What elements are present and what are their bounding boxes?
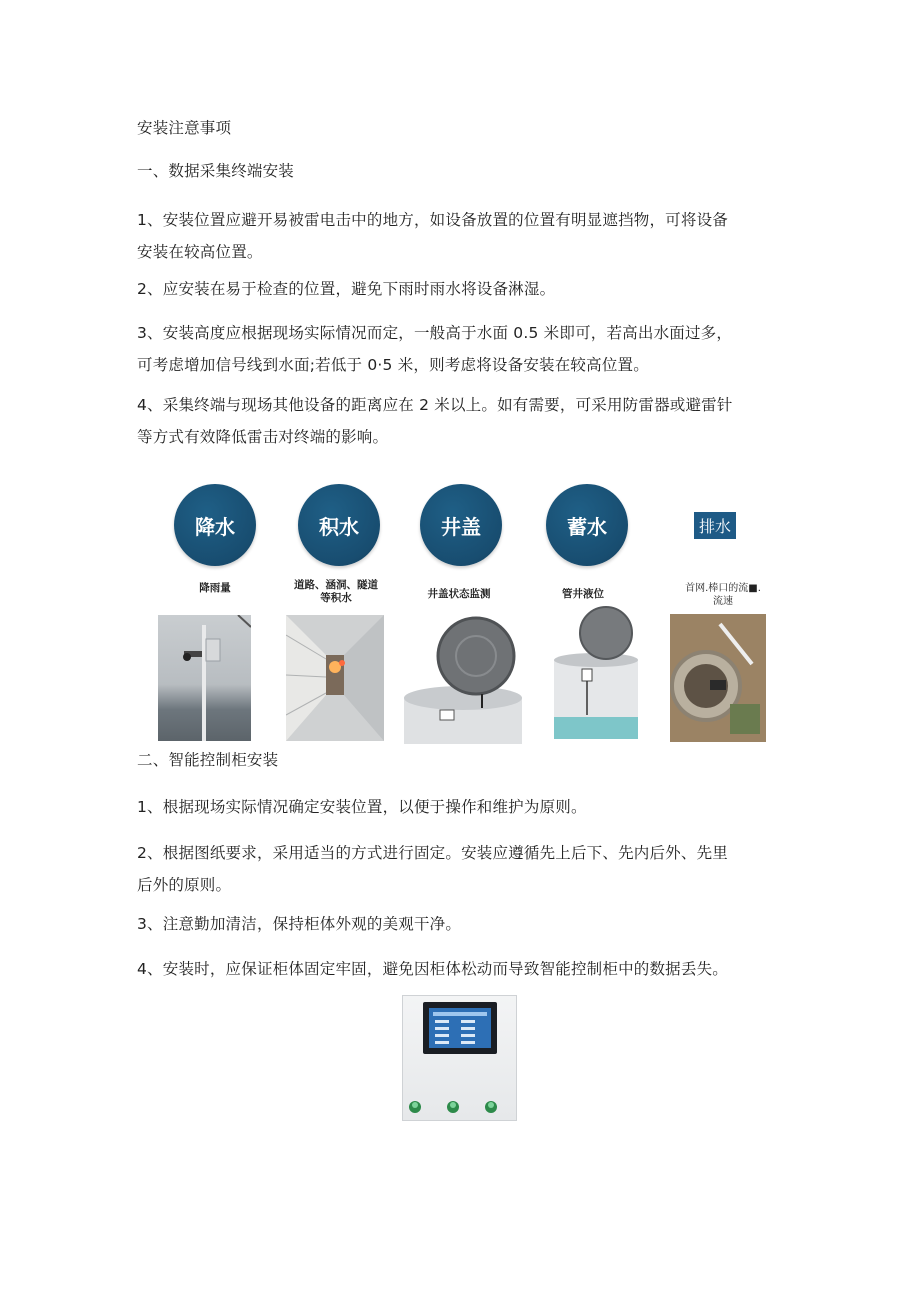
panel-caption: 井盖状态监测 <box>427 588 491 600</box>
control-cabinet-photo <box>402 995 517 1121</box>
pipe-outlet-photo <box>670 614 766 742</box>
panel-caption: 道路、涵洞、隧道 等积水 <box>294 579 378 604</box>
panel-caption: 降雨量 <box>199 582 231 594</box>
item-line: 1、安装位置应避开易被雷电击中的地方，如设备放置的位置有明显遮挡物，可将设备 <box>137 211 728 229</box>
item-line: 安装在较高位置。 <box>137 243 263 261</box>
panel-caption: 管井液位 <box>562 588 604 600</box>
well-level-photo <box>550 605 642 739</box>
section2-heading: 二、智能控制柜安装 <box>137 751 279 769</box>
drainage-label: 排水 <box>694 512 736 539</box>
section1-item-1 <box>137 204 787 268</box>
item-line: 2、根据图纸要求，采用适当的方式进行固定。安装应遵循先上后下、先内后外、先里 <box>137 844 728 862</box>
manhole-illustration <box>404 608 522 744</box>
item-line: 3、安装高度应根据现场实际情况而定，一般高于水面 0.5 米即可，若高出水面过多， <box>137 324 733 342</box>
waterlogging-circle-icon: 积水 <box>298 484 380 566</box>
section2-item-4 <box>137 953 787 985</box>
pipe-illustration <box>670 614 766 742</box>
item-line: 4、采集终端与现场其他设备的距离应在 2 米以上。如有需要，可采用防雷器或避雷针 <box>137 396 733 414</box>
item-line: 2、应安装在易于检查的位置，避免下雨时雨水将设备淋湿。 <box>137 280 556 298</box>
tunnel-photo <box>286 615 384 741</box>
sensor-application-figure <box>150 478 780 746</box>
manhole-circle-icon: 井盖 <box>420 484 502 566</box>
section2-item-2 <box>137 837 787 901</box>
section1-heading: 一、数据采集终端安装 <box>137 162 295 180</box>
section2-item-1 <box>137 791 787 823</box>
rain-gauge-photo <box>158 615 251 741</box>
rain-gauge-illustration <box>158 615 251 741</box>
section1-item-3 <box>137 317 787 381</box>
item-line: 1、根据现场实际情况确定安装位置，以便于操作和维护为原则。 <box>137 798 587 816</box>
control-cabinet-illustration <box>403 996 516 1120</box>
document-title: 安装注意事项 <box>137 119 232 137</box>
tunnel-illustration <box>286 615 384 741</box>
item-line: 4、安装时，应保证柜体固定牢固，避免因柜体松动而导致智能控制柜中的数据丢失。 <box>137 960 728 978</box>
item-line: 等方式有效降低雷击对终端的影响。 <box>137 428 389 446</box>
section2-item-3 <box>137 908 787 940</box>
item-line: 后外的原则。 <box>137 876 232 894</box>
reservoir-circle-icon: 蓄水 <box>546 484 628 566</box>
item-line: 3、注意勤加清洁，保持柜体外观的美观干净。 <box>137 915 462 933</box>
item-line: 可考虑增加信号线到水面;若低于 0·5 米，则考虑将设备安装在较高位置。 <box>137 356 649 374</box>
panel-caption: 首网.棒口的流■. 流速 <box>685 583 761 607</box>
rainfall-circle-icon: 降水 <box>174 484 256 566</box>
manhole-cover-photo <box>404 608 522 744</box>
section1-item-4 <box>137 389 787 453</box>
section1-item-2 <box>137 273 787 305</box>
well-illustration <box>550 605 642 739</box>
